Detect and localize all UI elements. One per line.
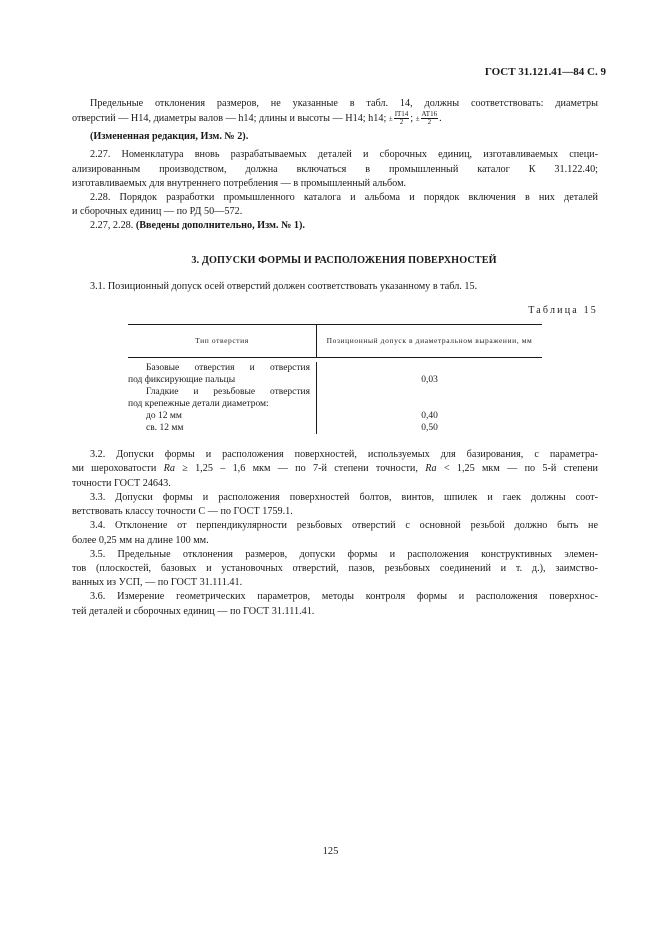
row1-label-b: под фиксирующие пальцы bbox=[128, 375, 236, 386]
table-col-hole-type bbox=[128, 362, 316, 434]
change-note-2: (Измененная редакция, Изм. № 2). bbox=[90, 131, 249, 143]
fraction-at16 bbox=[421, 111, 439, 126]
para-3-2-a: 3.2. Допуски формы и расположения поверхностей, используемых для базирования, с параметра- bbox=[90, 449, 598, 461]
document-header: ГОСТ 31.121.41—84 С. 9 bbox=[484, 66, 606, 78]
para-added-note bbox=[90, 219, 598, 233]
para-2-27-b: ализированным производством, должна включаться в промышленный каталог К 31.122.40; bbox=[72, 163, 598, 175]
row2-label-b: под крепежные детали диаметром: bbox=[128, 399, 269, 410]
fraction-denominator: 2 bbox=[427, 118, 432, 127]
para-3-5-a: 3.5. Предельные отклонения размеров, допуски формы и расположения конструктивных элемен- bbox=[90, 548, 598, 560]
fraction-numerator: IT14 bbox=[394, 110, 409, 119]
separator: ; bbox=[410, 113, 414, 125]
para-3-6-a: 3.6. Измерение геометрических параметров, методы контроля формы и расположения поверхнос- bbox=[90, 591, 598, 603]
para-3-3-a: 3.3. Допуски формы и расположения поверхностей болтов, винтов, шпилек и гаек должны соот- bbox=[90, 491, 598, 503]
para-2-27-a: 2.27. Номенклатура вновь разрабатываемых деталей и сборочных единиц, изготавливаемых специ- bbox=[90, 149, 598, 161]
ra-symbol: Ra bbox=[163, 463, 175, 475]
para-3-4-a: 3.4. Отклонение от перпендикулярности резьбовых отверстий с основной резьбой должно быть не bbox=[90, 520, 598, 532]
table-header-row bbox=[128, 325, 542, 358]
para-2-28-a: 2.28. Порядок разработки промышленного каталога и альбома и порядок включения в них деталей bbox=[90, 192, 598, 204]
row4-value: 0,50 bbox=[421, 423, 438, 434]
p32-text-pre: ми шероховатости bbox=[72, 463, 164, 475]
plus-minus-sign: ± bbox=[388, 114, 393, 123]
para-3-3-b: ветствовать классу точности С — по ГОСТ 1759.1. bbox=[72, 506, 293, 518]
table-15 bbox=[128, 324, 542, 436]
table-header-hole-type: Тип отверстия bbox=[195, 336, 249, 346]
fraction-it14 bbox=[394, 111, 410, 126]
period: . bbox=[439, 113, 442, 125]
p32-text-mid: ≥ 1,25 – 1,6 мкм — по 7-й степени точности, bbox=[174, 463, 426, 475]
para-3-5-b: тов (плоскостей, базовых и установочных отверстий, пазов, резьбовых соединений и т. д.), заимство- bbox=[72, 562, 598, 574]
intro-text-1: Предельные отклонения размеров, не указанные в табл. 14, должны соответствовать: диаметры bbox=[90, 98, 598, 109]
table-body bbox=[128, 358, 542, 436]
row4-label: св. 12 мм bbox=[146, 423, 184, 434]
row3-value: 0,40 bbox=[421, 411, 438, 422]
para-3-1: 3.1. Позиционный допуск осей отверстий должен соответствовать указанному в табл. 15. bbox=[90, 280, 478, 292]
section-3-title: 3. ДОПУСКИ ФОРМЫ И РАСПОЛОЖЕНИЯ ПОВЕРХНОСТЕЙ bbox=[191, 254, 497, 266]
table-15-caption: Таблица 15 bbox=[528, 305, 598, 317]
table-header-tolerance: Позиционный допуск в диаметральном выражении, мм bbox=[316, 325, 542, 357]
intro-text-2: отверстий — Н14, диаметры валов — h14; длины и высоты — Н14; h14; bbox=[72, 113, 387, 125]
page-number: 125 bbox=[322, 846, 339, 857]
intro-line-1 bbox=[90, 97, 598, 111]
plus-minus-sign: ± bbox=[415, 114, 420, 123]
para-3-4-b: более 0,25 мм на длине 100 мм. bbox=[72, 534, 209, 546]
fraction-numerator: AT16 bbox=[421, 110, 438, 119]
para-3-5-c: ванных из УСП, — по ГОСТ 31.111.41. bbox=[72, 577, 243, 589]
table-col-tolerance bbox=[316, 362, 542, 434]
p32-text-post: < 1,25 мкм — по 5-й степени bbox=[436, 463, 598, 475]
fraction-denominator: 2 bbox=[399, 118, 404, 127]
added-note: (Введены дополнительно, Изм. № 1). bbox=[135, 220, 305, 232]
para-2-28-b: и сборочных единиц — по РД 50—572. bbox=[72, 206, 243, 218]
row3-label: до 12 мм bbox=[146, 411, 182, 422]
ra-symbol: Ra bbox=[425, 463, 437, 475]
document-body bbox=[72, 97, 598, 619]
para-3-2-c: точности ГОСТ 24643. bbox=[72, 477, 171, 489]
para-3-2-b bbox=[72, 462, 598, 476]
para-3-6-b: тей деталей и сборочных единиц — по ГОСТ 31.111.41. bbox=[72, 605, 315, 617]
intro-line-2 bbox=[72, 111, 598, 126]
para-2-27-c: изготавливаемых для внутреннего потребления — в промышленный альбом. bbox=[72, 177, 407, 189]
row2-label-a: Гладкие и резьбовые отверстия bbox=[146, 387, 310, 398]
row1-value: 0,03 bbox=[421, 375, 438, 386]
row1-label-a: Базовые отверстия и отверстия bbox=[146, 363, 310, 374]
added-ref: 2.27, 2.28. bbox=[90, 220, 134, 232]
